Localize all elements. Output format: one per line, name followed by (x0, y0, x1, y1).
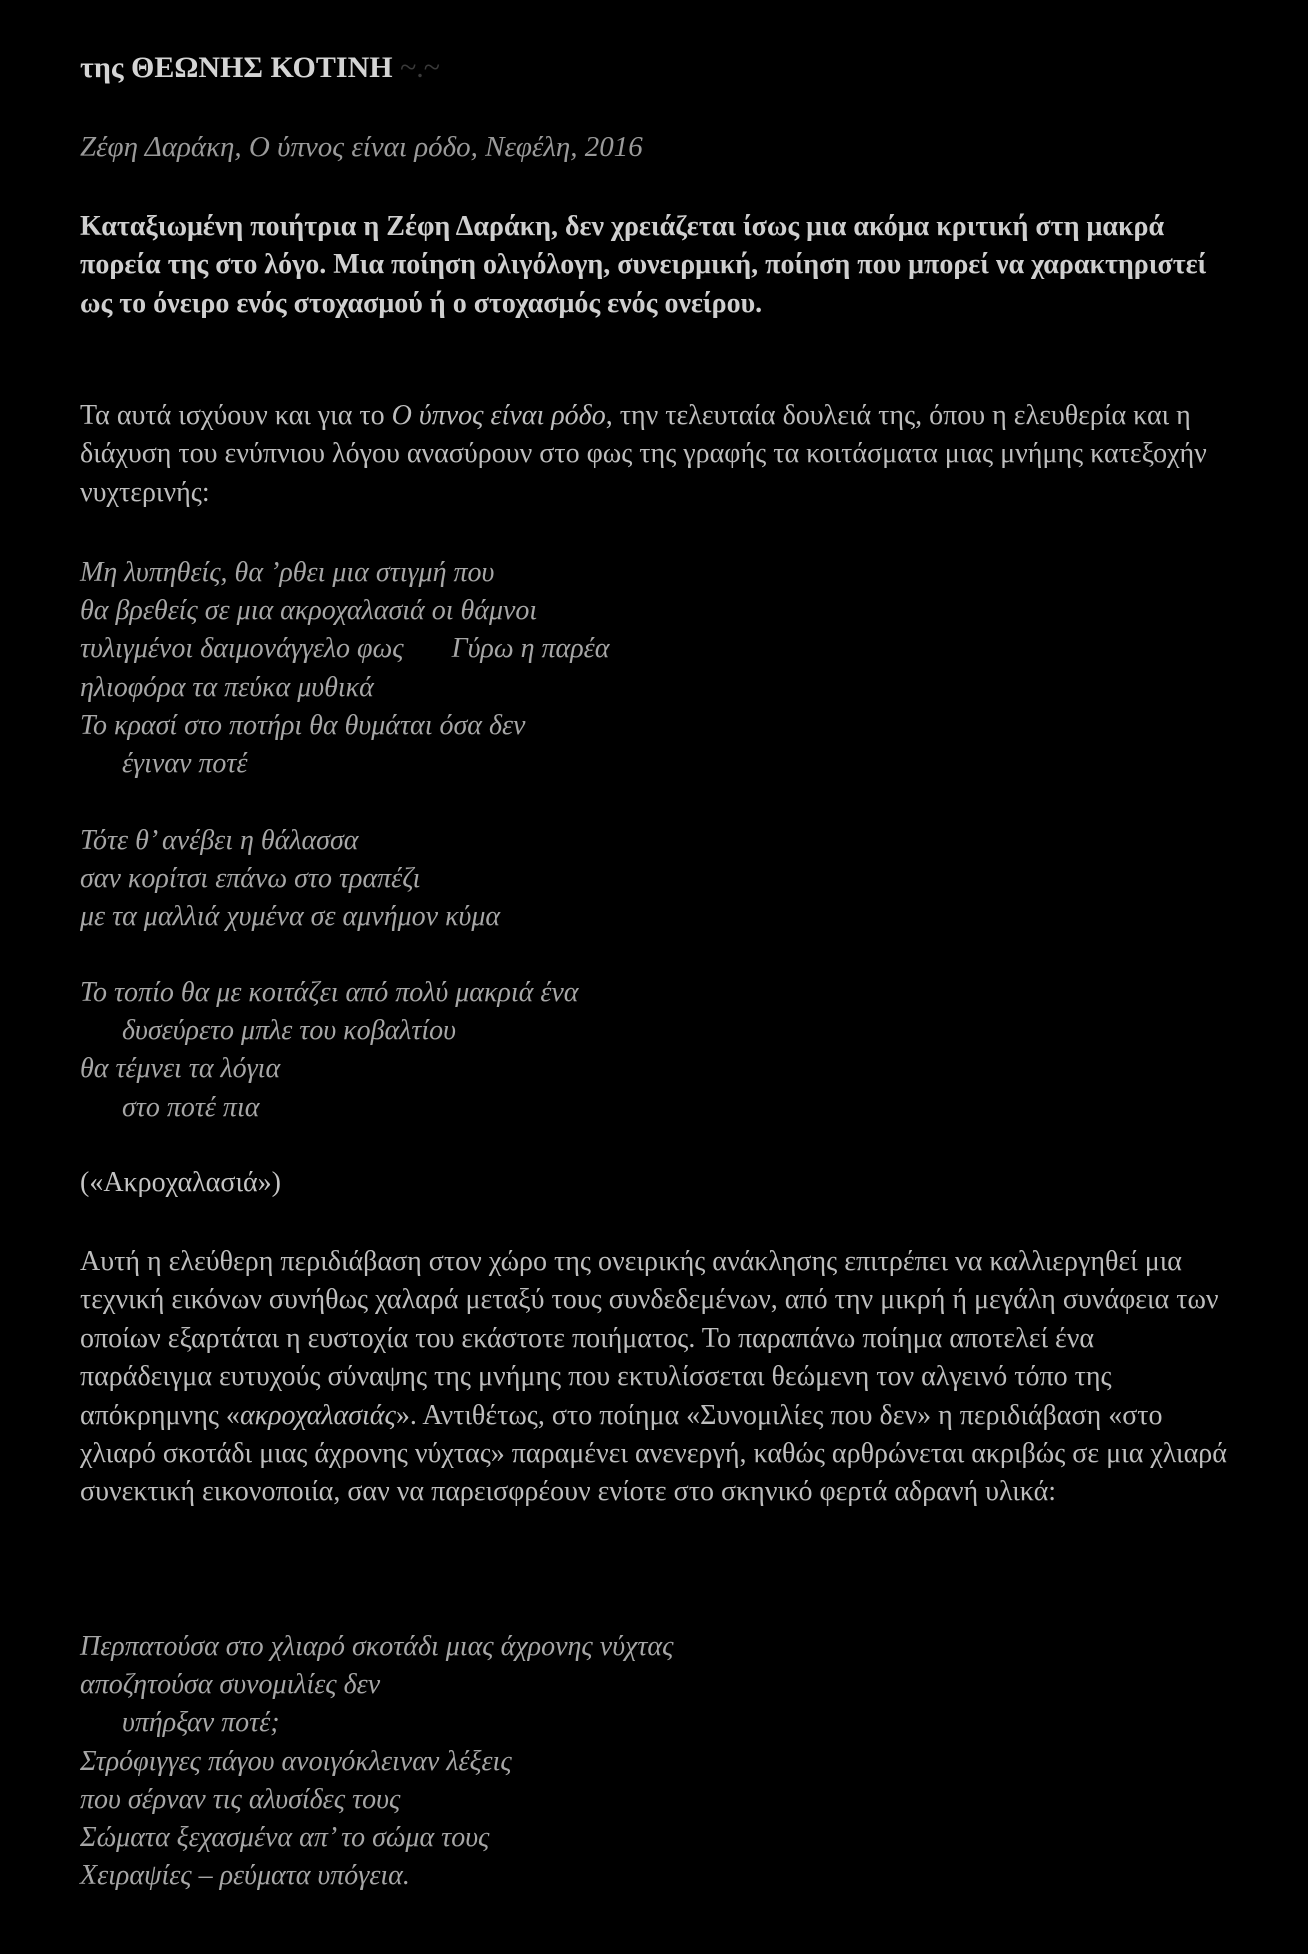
book-citation: Ζέφη Δαράκη, Ο ύπνος είναι ρόδο, Νεφέλη, 2016 (80, 131, 643, 163)
poem-line-part: τυλιγμένοι δαιμονάγγελο φως (80, 633, 404, 665)
paragraph-2 (80, 397, 1230, 512)
poem-line: Χειραψίες – ρεύματα υπόγεια. (80, 1860, 410, 1892)
article-title (80, 48, 440, 88)
intro-paragraph: Καταξιωμένη ποιήτρια η Ζέφη Δαράκη, δεν χρειάζεται ίσως μια ακόμα κριτική στη μακρά πορεία της στο λόγο. Μια ποίηση ολιγόλογη, συνειρμική, ποίηση που μπορεί να χαρακτηριστεί ως το όνειρο ενός στοχασμού ή ο στοχασμός ενός ονείρου. (80, 211, 1207, 319)
poem-line: Στρόφιγγες πάγου ανοιγόκλειναν λέξεις (80, 1745, 512, 1777)
book-title-italic: Ο ύπνος είναι ρόδο (391, 400, 606, 431)
poem-line: που σέρναν τις αλυσίδες τους (80, 1783, 401, 1815)
poem-line: αποζητούσα συνομιλίες δεν (80, 1669, 381, 1701)
poem-1-stanza-3 (80, 974, 578, 1127)
poem-line (80, 630, 609, 668)
paragraph-2-text-after: , την τελευταία δουλειά της, όπου η ελευθερία και η διάχυση του ενύπνιου λόγου ανασύρουν στο φως της γραφής τα κοιτάσματα μιας μνήμης κατεξοχήν νυχτερινής: (80, 400, 1207, 508)
poem-line: με τα μαλλιά χυμένα σε αμνήμον κύμα (80, 901, 501, 933)
paragraph-2-text-before: Τα αυτά ισχύουν και για το (80, 400, 392, 431)
poem-line: δυσεύρετο μπλε του κοβαλτίου (122, 1015, 457, 1047)
poem-line: Τότε θ’ ανέβει η θάλασσα (80, 825, 359, 856)
poem-1-stanza-1 (80, 554, 609, 783)
poem-line-part: Γύρω η παρέα (451, 633, 610, 665)
poem-line: θα βρεθείς σε μια ακροχαλασιά οι θάμνοι (80, 595, 538, 627)
poem-line: έγιναν ποτέ (122, 748, 248, 780)
paragraph-3-text-2: ». Αντιθέτως, στο ποίημα «Συνομιλίες που δεν» η περιδιάβαση «στο χλιαρό σκοτάδι μιας άχρονης νύχτας» παραμένει ανενεργή, καθώς αρθρώνεται ακριβώς σε μια χλιαρά συνεκτική εικονοποιία, σαν να παρεισφρέουν ενίοτε στο σκηνικό φερτά αδρανή υλικά: (80, 1399, 1227, 1508)
poem-line: Το τοπίο θα με κοιτάζει από πολύ μακριά ένα (80, 977, 579, 1008)
poem-line: Σώματα ξεχασμένα απ’ το σώμα τους (80, 1822, 490, 1854)
paragraph-3-text-1: Αυτή η ελεύθερη περιδιάβαση στον χώρο της ονειρικής ανάκλησης επιτρέπει να καλλιεργηθεί μια τεχνική εικόνων συνήθως χαλαρά μεταξύ τους συνδεδεμένων, από την μικρή ή μεγάλη συνάφεια των οποίων εξαρτάται η ευστοχία του εκάστοτε ποιήματος. Το παραπάνω ποίημα αποτελεί ένα παράδειγμα ευτυχούς σύναψης της μνήμης που εκτυλίσσεται θεώμενη τον αλγεινό τόπο της απόκρημνης « (80, 1246, 1219, 1431)
paragraph-3 (80, 1243, 1230, 1512)
title-ornament: ~.~ (400, 51, 441, 84)
poem-line: Περπατούσα στο χλιαρό σκοτάδι μιας άχρονης νύχτας (80, 1631, 674, 1662)
poem-line: σαν κορίτσι επάνω στο τραπέζι (80, 863, 421, 895)
poem-line: Μη λυπηθείς, θα ’ρθει μια στιγμή που (80, 557, 495, 588)
poem-line: Το κρασί στο ποτήρι θα θυμάται όσα δεν (80, 709, 526, 741)
paragraph-3-italic: ακροχαλασιάς (239, 1399, 396, 1431)
poem-1-stanza-2 (80, 822, 500, 937)
author-byline: της ΘΕΩΝΗΣ ΚΟΤΙΝΗ (80, 51, 393, 84)
poem-line: ηλιοφόρα τα πεύκα μυθικά (80, 671, 374, 703)
poem-line: στο ποτέ πια (122, 1091, 260, 1123)
poem-1-source: («Ακροχαλασιά») (80, 1167, 281, 1198)
poem-line: θα τέμνει τα λόγια (80, 1053, 281, 1085)
poem-2 (80, 1628, 673, 1895)
poem-line: υπήρξαν ποτέ; (122, 1707, 280, 1739)
